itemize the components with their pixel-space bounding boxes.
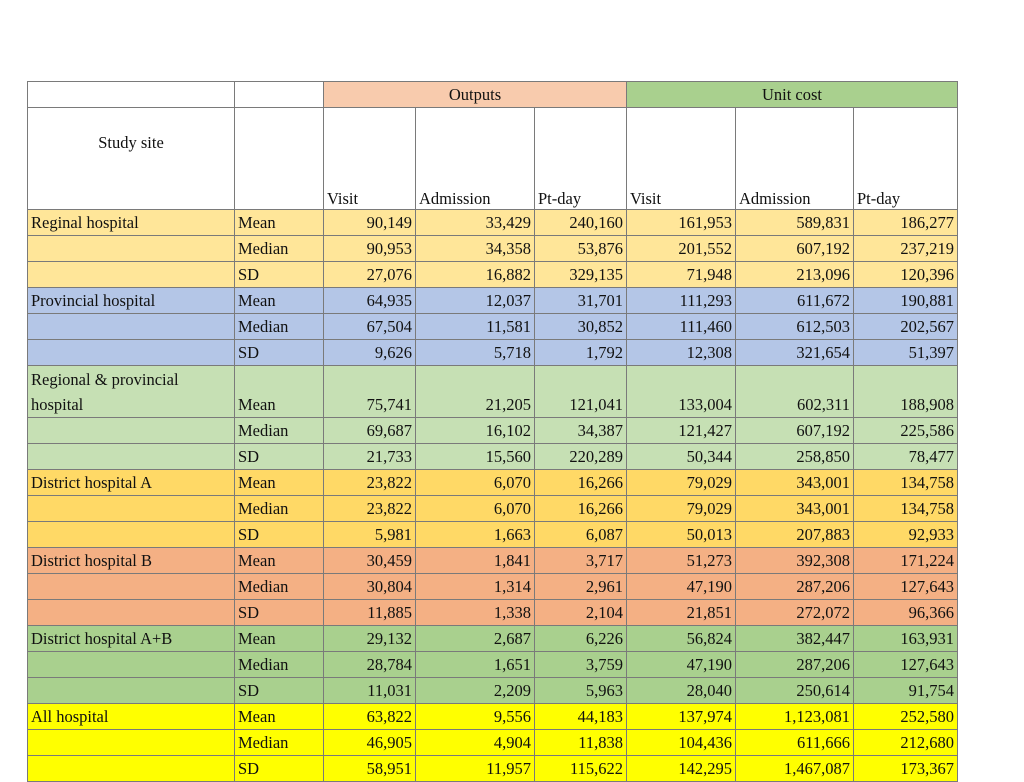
table-row bbox=[28, 756, 958, 782]
value-cell: 213,096 bbox=[736, 262, 854, 288]
value-cell: 163,931 bbox=[854, 626, 958, 652]
value-cell: 63,822 bbox=[324, 704, 416, 730]
outputs-group-header: Outputs bbox=[324, 82, 627, 108]
value-cell: 111,460 bbox=[627, 314, 736, 340]
stat-label: Median bbox=[235, 314, 324, 340]
value-cell: 1,467,087 bbox=[736, 756, 854, 782]
value-cell: 51,273 bbox=[627, 548, 736, 574]
study-site-header: Study site bbox=[28, 108, 235, 210]
value-cell: 50,344 bbox=[627, 444, 736, 470]
stat-label: SD bbox=[235, 522, 324, 548]
value-cell: 53,876 bbox=[535, 236, 627, 262]
empty-cell bbox=[28, 262, 235, 288]
value-cell: 1,123,081 bbox=[736, 704, 854, 730]
value-cell: 1,792 bbox=[535, 340, 627, 366]
value-cell: 115,622 bbox=[535, 756, 627, 782]
study-site-cell: District hospital A+B bbox=[28, 626, 235, 652]
stat-label: Median bbox=[235, 574, 324, 600]
col-header-admission: Admission bbox=[736, 108, 854, 210]
stat-label: Median bbox=[235, 652, 324, 678]
value-cell: 1,338 bbox=[416, 600, 535, 626]
value-cell: 612,503 bbox=[736, 314, 854, 340]
table-row bbox=[28, 704, 958, 730]
value-cell: 6,226 bbox=[535, 626, 627, 652]
value-cell: 90,149 bbox=[324, 210, 416, 236]
column-header-row bbox=[28, 108, 958, 210]
value-cell: 134,758 bbox=[854, 496, 958, 522]
value-cell: 28,784 bbox=[324, 652, 416, 678]
value-cell: 33,429 bbox=[416, 210, 535, 236]
value-cell: 56,824 bbox=[627, 626, 736, 652]
value-cell: 201,552 bbox=[627, 236, 736, 262]
value-cell: 69,687 bbox=[324, 418, 416, 444]
stat-label: Median bbox=[235, 418, 324, 444]
value-cell: 225,586 bbox=[854, 418, 958, 444]
stat-label: SD bbox=[235, 678, 324, 704]
table-row bbox=[28, 262, 958, 288]
value-cell: 50,013 bbox=[627, 522, 736, 548]
stat-label: Mean bbox=[235, 210, 324, 236]
value-cell: 11,885 bbox=[324, 600, 416, 626]
value-cell: 611,672 bbox=[736, 288, 854, 314]
value-cell: 1,663 bbox=[416, 522, 535, 548]
table-row bbox=[28, 652, 958, 678]
value-cell: 220,289 bbox=[535, 444, 627, 470]
value-cell: 287,206 bbox=[736, 574, 854, 600]
value-cell: 287,206 bbox=[736, 652, 854, 678]
value-cell: 28,040 bbox=[627, 678, 736, 704]
value-cell: 188,908 bbox=[854, 366, 958, 418]
value-cell: 5,718 bbox=[416, 340, 535, 366]
value-cell: 5,963 bbox=[535, 678, 627, 704]
cost-table bbox=[27, 81, 958, 782]
value-cell: 21,851 bbox=[627, 600, 736, 626]
value-cell: 44,183 bbox=[535, 704, 627, 730]
value-cell: 30,804 bbox=[324, 574, 416, 600]
stat-label: Mean bbox=[235, 366, 324, 418]
value-cell: 78,477 bbox=[854, 444, 958, 470]
value-cell: 272,072 bbox=[736, 600, 854, 626]
value-cell: 15,560 bbox=[416, 444, 535, 470]
value-cell: 252,580 bbox=[854, 704, 958, 730]
empty-cell bbox=[28, 678, 235, 704]
stat-label: Mean bbox=[235, 470, 324, 496]
value-cell: 134,758 bbox=[854, 470, 958, 496]
value-cell: 16,266 bbox=[535, 470, 627, 496]
study-site-cell: District hospital A bbox=[28, 470, 235, 496]
value-cell: 12,037 bbox=[416, 288, 535, 314]
value-cell: 58,951 bbox=[324, 756, 416, 782]
value-cell: 64,935 bbox=[324, 288, 416, 314]
value-cell: 202,567 bbox=[854, 314, 958, 340]
table-row bbox=[28, 444, 958, 470]
value-cell: 382,447 bbox=[736, 626, 854, 652]
value-cell: 104,436 bbox=[627, 730, 736, 756]
value-cell: 171,224 bbox=[854, 548, 958, 574]
value-cell: 79,029 bbox=[627, 496, 736, 522]
value-cell: 27,076 bbox=[324, 262, 416, 288]
value-cell: 127,643 bbox=[854, 652, 958, 678]
table-row bbox=[28, 418, 958, 444]
value-cell: 11,581 bbox=[416, 314, 535, 340]
value-cell: 92,933 bbox=[854, 522, 958, 548]
stat-label: SD bbox=[235, 600, 324, 626]
table-row bbox=[28, 730, 958, 756]
study-site-cell: Provincial hospital bbox=[28, 288, 235, 314]
value-cell: 607,192 bbox=[736, 418, 854, 444]
value-cell: 11,957 bbox=[416, 756, 535, 782]
value-cell: 21,733 bbox=[324, 444, 416, 470]
value-cell: 79,029 bbox=[627, 470, 736, 496]
value-cell: 91,754 bbox=[854, 678, 958, 704]
stat-label: Median bbox=[235, 496, 324, 522]
empty-cell bbox=[28, 340, 235, 366]
table-row bbox=[28, 522, 958, 548]
col-header-visit: Visit bbox=[627, 108, 736, 210]
value-cell: 240,160 bbox=[535, 210, 627, 236]
value-cell: 90,953 bbox=[324, 236, 416, 262]
empty-cell bbox=[28, 444, 235, 470]
table-row bbox=[28, 600, 958, 626]
value-cell: 111,293 bbox=[627, 288, 736, 314]
table-row bbox=[28, 340, 958, 366]
empty-cell bbox=[28, 756, 235, 782]
value-cell: 6,070 bbox=[416, 496, 535, 522]
value-cell: 237,219 bbox=[854, 236, 958, 262]
value-cell: 67,504 bbox=[324, 314, 416, 340]
value-cell: 2,104 bbox=[535, 600, 627, 626]
value-cell: 16,266 bbox=[535, 496, 627, 522]
table-row bbox=[28, 288, 958, 314]
value-cell: 343,001 bbox=[736, 470, 854, 496]
value-cell: 6,070 bbox=[416, 470, 535, 496]
value-cell: 142,295 bbox=[627, 756, 736, 782]
value-cell: 9,556 bbox=[416, 704, 535, 730]
group-header-row bbox=[28, 82, 958, 108]
empty-cell bbox=[28, 600, 235, 626]
value-cell: 46,905 bbox=[324, 730, 416, 756]
stat-label: Mean bbox=[235, 548, 324, 574]
empty-cell bbox=[28, 496, 235, 522]
value-cell: 30,459 bbox=[324, 548, 416, 574]
value-cell: 161,953 bbox=[627, 210, 736, 236]
stat-label: Median bbox=[235, 236, 324, 262]
value-cell: 258,850 bbox=[736, 444, 854, 470]
empty-cell bbox=[28, 418, 235, 444]
value-cell: 9,626 bbox=[324, 340, 416, 366]
table-row bbox=[28, 366, 958, 418]
value-cell: 21,205 bbox=[416, 366, 535, 418]
value-cell: 47,190 bbox=[627, 652, 736, 678]
table-row bbox=[28, 548, 958, 574]
value-cell: 23,822 bbox=[324, 470, 416, 496]
value-cell: 34,358 bbox=[416, 236, 535, 262]
value-cell: 607,192 bbox=[736, 236, 854, 262]
table-row bbox=[28, 470, 958, 496]
empty-cell bbox=[28, 522, 235, 548]
study-site-cell: Regional & provincial hospital bbox=[28, 366, 235, 418]
value-cell: 343,001 bbox=[736, 496, 854, 522]
empty-cell bbox=[235, 108, 324, 210]
table-row bbox=[28, 496, 958, 522]
table-row bbox=[28, 236, 958, 262]
value-cell: 392,308 bbox=[736, 548, 854, 574]
value-cell: 31,701 bbox=[535, 288, 627, 314]
empty-cell bbox=[28, 236, 235, 262]
value-cell: 186,277 bbox=[854, 210, 958, 236]
stat-label: Mean bbox=[235, 704, 324, 730]
empty-cell bbox=[28, 652, 235, 678]
value-cell: 190,881 bbox=[854, 288, 958, 314]
value-cell: 212,680 bbox=[854, 730, 958, 756]
empty-cell bbox=[28, 730, 235, 756]
empty-cell bbox=[28, 574, 235, 600]
table-row bbox=[28, 314, 958, 340]
stat-label: Median bbox=[235, 730, 324, 756]
value-cell: 29,132 bbox=[324, 626, 416, 652]
col-header-admission: Admission bbox=[416, 108, 535, 210]
value-cell: 30,852 bbox=[535, 314, 627, 340]
stat-label: SD bbox=[235, 340, 324, 366]
table-row bbox=[28, 574, 958, 600]
stat-label: SD bbox=[235, 262, 324, 288]
value-cell: 16,882 bbox=[416, 262, 535, 288]
stat-label: SD bbox=[235, 444, 324, 470]
col-header-pt-day: Pt-day bbox=[854, 108, 958, 210]
value-cell: 321,654 bbox=[736, 340, 854, 366]
value-cell: 4,904 bbox=[416, 730, 535, 756]
study-site-cell: Reginal hospital bbox=[28, 210, 235, 236]
col-header-pt-day: Pt-day bbox=[535, 108, 627, 210]
empty-cell bbox=[28, 82, 235, 108]
value-cell: 611,666 bbox=[736, 730, 854, 756]
value-cell: 133,004 bbox=[627, 366, 736, 418]
value-cell: 1,651 bbox=[416, 652, 535, 678]
value-cell: 3,717 bbox=[535, 548, 627, 574]
value-cell: 2,687 bbox=[416, 626, 535, 652]
empty-cell bbox=[28, 314, 235, 340]
value-cell: 23,822 bbox=[324, 496, 416, 522]
value-cell: 96,366 bbox=[854, 600, 958, 626]
value-cell: 75,741 bbox=[324, 366, 416, 418]
value-cell: 6,087 bbox=[535, 522, 627, 548]
empty-cell bbox=[235, 82, 324, 108]
value-cell: 16,102 bbox=[416, 418, 535, 444]
value-cell: 1,841 bbox=[416, 548, 535, 574]
unit-cost-group-header: Unit cost bbox=[627, 82, 958, 108]
value-cell: 11,031 bbox=[324, 678, 416, 704]
value-cell: 47,190 bbox=[627, 574, 736, 600]
stat-label: Mean bbox=[235, 626, 324, 652]
table-row bbox=[28, 210, 958, 236]
value-cell: 71,948 bbox=[627, 262, 736, 288]
value-cell: 207,883 bbox=[736, 522, 854, 548]
study-site-cell: All hospital bbox=[28, 704, 235, 730]
table-row bbox=[28, 626, 958, 652]
value-cell: 120,396 bbox=[854, 262, 958, 288]
value-cell: 589,831 bbox=[736, 210, 854, 236]
value-cell: 137,974 bbox=[627, 704, 736, 730]
value-cell: 12,308 bbox=[627, 340, 736, 366]
stat-label: SD bbox=[235, 756, 324, 782]
value-cell: 2,961 bbox=[535, 574, 627, 600]
value-cell: 51,397 bbox=[854, 340, 958, 366]
value-cell: 11,838 bbox=[535, 730, 627, 756]
value-cell: 2,209 bbox=[416, 678, 535, 704]
value-cell: 602,311 bbox=[736, 366, 854, 418]
value-cell: 34,387 bbox=[535, 418, 627, 444]
value-cell: 173,367 bbox=[854, 756, 958, 782]
value-cell: 329,135 bbox=[535, 262, 627, 288]
value-cell: 3,759 bbox=[535, 652, 627, 678]
value-cell: 127,643 bbox=[854, 574, 958, 600]
col-header-visit: Visit bbox=[324, 108, 416, 210]
table-row bbox=[28, 678, 958, 704]
value-cell: 5,981 bbox=[324, 522, 416, 548]
value-cell: 1,314 bbox=[416, 574, 535, 600]
value-cell: 121,427 bbox=[627, 418, 736, 444]
stat-label: Mean bbox=[235, 288, 324, 314]
study-site-cell: District hospital B bbox=[28, 548, 235, 574]
value-cell: 121,041 bbox=[535, 366, 627, 418]
value-cell: 250,614 bbox=[736, 678, 854, 704]
